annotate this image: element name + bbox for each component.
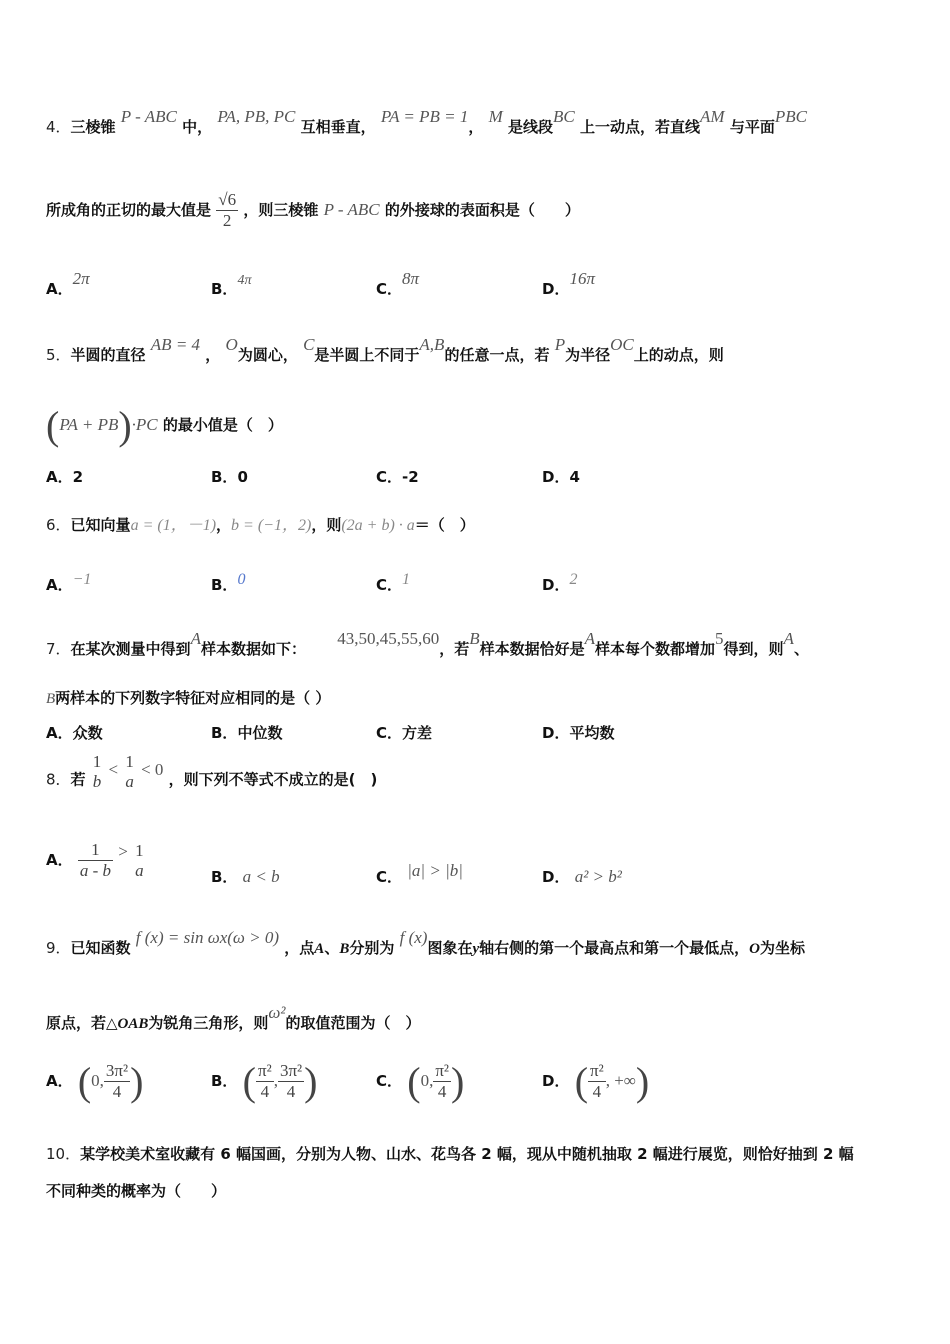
q5-text: ， bbox=[205, 346, 221, 364]
q6-option-c[interactable] bbox=[376, 571, 411, 595]
q8-text: 若 bbox=[70, 770, 86, 789]
paren-right: ) bbox=[304, 1059, 318, 1104]
q9-text: 图象在 bbox=[427, 939, 473, 957]
paren-right: ) bbox=[130, 1059, 144, 1104]
option-value: 2 bbox=[569, 571, 578, 588]
q7-number: 7． bbox=[46, 640, 71, 658]
q9-option-b[interactable] bbox=[211, 1058, 317, 1105]
q8-optA-frac2 bbox=[133, 841, 146, 881]
q5-math: PA + PB bbox=[59, 415, 119, 434]
q9-line1 bbox=[46, 928, 805, 958]
q4-math: P - ABC bbox=[120, 107, 177, 126]
option-label: B． bbox=[211, 468, 238, 486]
option-value: -2 bbox=[402, 468, 419, 486]
option-value: 平均数 bbox=[569, 724, 615, 742]
q9-number: 9． bbox=[46, 939, 71, 957]
q9-text: 的取值范围为（ ） bbox=[285, 1014, 421, 1032]
option-label: D． bbox=[542, 280, 570, 298]
q4-math: PA = PB = 1 bbox=[380, 107, 469, 126]
q6-text: ， bbox=[216, 516, 232, 534]
q5-option-d[interactable] bbox=[542, 466, 580, 487]
option-label: B． bbox=[211, 280, 238, 298]
option-value: 0 bbox=[237, 468, 248, 486]
option-label: C． bbox=[376, 468, 403, 486]
frac-den: 4 bbox=[112, 1082, 122, 1101]
q8-text: ，则下列不等式不成立的是( ) bbox=[168, 770, 378, 789]
q4-text: 是线段 bbox=[508, 118, 554, 136]
q9-text: OAB bbox=[117, 1016, 149, 1032]
q9-math: f (x) = sin ωx(ω > 0) bbox=[135, 928, 280, 947]
q8-option-a[interactable] bbox=[46, 840, 146, 881]
q5-text: 为半径 bbox=[565, 346, 611, 364]
frac-den: a bbox=[135, 860, 144, 880]
q9-text: y bbox=[472, 941, 480, 957]
q5-math: AB = 4 bbox=[150, 335, 201, 354]
q6-text: 已知向量 bbox=[70, 516, 131, 534]
q5-option-b[interactable] bbox=[211, 466, 248, 487]
q7-data: 43,50,45,55,60 bbox=[337, 629, 440, 648]
option-label: D． bbox=[542, 724, 570, 742]
frac-num: 1 bbox=[135, 840, 144, 860]
paren-left: ( bbox=[242, 1059, 256, 1104]
option-math: |a| > |b| bbox=[407, 861, 463, 880]
option-label: D． bbox=[542, 868, 570, 886]
frac-num: 1 bbox=[92, 752, 102, 771]
option-frac bbox=[433, 1061, 451, 1102]
option-value: 8π bbox=[402, 269, 420, 288]
q4-text: ， bbox=[468, 118, 484, 136]
option-label: A． bbox=[46, 851, 73, 869]
option-math: 0, bbox=[91, 1071, 104, 1090]
q8-frac1 bbox=[91, 752, 104, 792]
q5-option-a[interactable] bbox=[46, 466, 83, 487]
option-value: 中位数 bbox=[237, 724, 283, 742]
frac-num: 3π² bbox=[279, 1061, 303, 1080]
option-value: 2 bbox=[72, 468, 84, 486]
q8-frac2 bbox=[123, 752, 136, 792]
option-frac bbox=[256, 1061, 274, 1102]
option-label: C． bbox=[376, 576, 403, 594]
q6-vector-expr: (2a + b) · a bbox=[341, 517, 415, 534]
q5-math: OC bbox=[610, 335, 634, 354]
q7-math: A bbox=[783, 629, 794, 648]
frac-den: b bbox=[92, 772, 102, 791]
paren-right: ) bbox=[635, 1059, 650, 1104]
q7-text: 在某次测量中得到 bbox=[70, 640, 191, 658]
q5-math: P bbox=[554, 335, 566, 354]
q6-option-a[interactable] bbox=[46, 571, 92, 595]
q8-optA-frac1 bbox=[78, 840, 113, 881]
q8-option-b[interactable] bbox=[211, 866, 280, 887]
q5-text: 半圆的直径 bbox=[70, 346, 146, 364]
option-frac bbox=[278, 1061, 304, 1102]
q7-text: 样本每个数都增加 bbox=[595, 640, 716, 658]
q4-text: 与平面 bbox=[729, 118, 775, 136]
q6-text: ，则 bbox=[311, 516, 342, 534]
q6-text: ＝（ ） bbox=[414, 516, 475, 534]
q5-line1 bbox=[46, 335, 724, 365]
option-label: A． bbox=[46, 1072, 73, 1090]
q7-text: 得到，则 bbox=[723, 640, 784, 658]
q6-option-d[interactable] bbox=[542, 571, 578, 595]
q8-line1 bbox=[46, 752, 378, 800]
q8-option-c[interactable] bbox=[376, 861, 463, 887]
q9-text: 为锐角三角形，则 bbox=[148, 1014, 269, 1032]
q4-text: 上一动点，若直线 bbox=[580, 118, 701, 136]
q9-option-c[interactable] bbox=[376, 1058, 464, 1105]
q4-fraction bbox=[216, 190, 238, 231]
q4-math: PBC bbox=[774, 107, 807, 126]
q9-text: 分别为 bbox=[349, 939, 395, 957]
q5-math: A,B bbox=[419, 335, 445, 354]
q10-text: 不同种类的概率为（ ） bbox=[46, 1182, 227, 1200]
q4-frac-num: √6 bbox=[218, 190, 237, 209]
option-label: A． bbox=[46, 280, 73, 298]
q7-math: A bbox=[584, 629, 596, 648]
frac-num: 1 bbox=[78, 840, 113, 861]
q5-paren-right: ) bbox=[118, 403, 132, 448]
frac-num: 1 bbox=[125, 752, 134, 771]
frac-den: a - b bbox=[79, 861, 112, 880]
option-label: A． bbox=[46, 576, 73, 594]
q4-option-a[interactable] bbox=[46, 269, 90, 299]
q5-math: ·PC bbox=[131, 415, 158, 434]
option-math: a < b bbox=[242, 867, 280, 886]
option-math: a² > b² bbox=[574, 867, 622, 886]
q7-text: 两样本的下列数字特征对应相同的是（ ） bbox=[55, 689, 331, 707]
q4-math: P - ABC bbox=[323, 200, 380, 219]
option-label: C． bbox=[376, 1072, 403, 1090]
q7-option-c[interactable] bbox=[376, 722, 432, 743]
q6-number: 6． bbox=[46, 516, 71, 534]
paren-left: ( bbox=[407, 1059, 421, 1104]
q4-text: 的外接球的表面积是（ ） bbox=[384, 201, 580, 219]
option-value: 0 bbox=[237, 571, 246, 588]
q7-line2 bbox=[46, 687, 330, 708]
frac-den: 4 bbox=[286, 1082, 296, 1101]
q8-option-d[interactable] bbox=[542, 866, 622, 887]
q4-text: ，则三棱锥 bbox=[243, 201, 319, 219]
q9-text: 、 bbox=[324, 939, 340, 957]
option-label: B． bbox=[211, 868, 238, 886]
q9-line2 bbox=[46, 1003, 421, 1033]
q5-option-c[interactable] bbox=[376, 466, 419, 487]
q9-option-a[interactable] bbox=[46, 1058, 143, 1105]
option-math: , bbox=[273, 1071, 278, 1090]
option-frac bbox=[588, 1061, 606, 1102]
q5-paren-left: ( bbox=[46, 403, 60, 448]
q9-text: 已知函数 bbox=[70, 939, 131, 957]
q10-line2 bbox=[46, 1180, 226, 1201]
q8-math: < 0 bbox=[141, 759, 164, 779]
q7-math: 5 bbox=[715, 629, 724, 648]
q7-line1 bbox=[46, 629, 809, 659]
paren-left: ( bbox=[77, 1059, 92, 1104]
option-label: B． bbox=[211, 1072, 238, 1090]
frac-num: π² bbox=[258, 1061, 272, 1080]
option-label: D． bbox=[542, 576, 570, 594]
q4-text: 所成角的正切的最大值是 bbox=[46, 201, 212, 219]
q7-math: B bbox=[46, 691, 56, 707]
option-math: , +∞ bbox=[605, 1071, 636, 1090]
option-label: D． bbox=[542, 468, 570, 486]
q9-text: A bbox=[314, 941, 325, 957]
q4-number: 4． bbox=[46, 118, 71, 136]
q9-text: 原点，若△ bbox=[46, 1014, 118, 1032]
q5-text: 上的动点，则 bbox=[633, 346, 724, 364]
q9-text: 为坐标 bbox=[759, 939, 805, 957]
q6-line1 bbox=[46, 512, 475, 535]
option-label: C． bbox=[376, 868, 403, 886]
option-label: B． bbox=[211, 724, 238, 742]
q6-vector-b: b = (−1，2) bbox=[231, 517, 312, 534]
q5-number: 5． bbox=[46, 346, 71, 364]
option-value: 4π bbox=[237, 273, 252, 288]
q10-number: 10． bbox=[46, 1145, 81, 1163]
q5-math: C bbox=[303, 335, 315, 354]
q4-line1 bbox=[46, 107, 807, 137]
option-label: B． bbox=[211, 576, 238, 594]
frac-den: a bbox=[125, 772, 134, 791]
q6-option-b[interactable] bbox=[211, 571, 246, 595]
paren-left: ( bbox=[574, 1059, 589, 1104]
q10-text: 某学校美术室收藏有 6 幅国画，分别为人物、山水、花鸟各 2 幅，现从中随机抽取 2 幅进行展览，则恰好抽到 2 幅 bbox=[80, 1145, 854, 1163]
frac-den: 4 bbox=[592, 1082, 602, 1101]
q9-text: O bbox=[749, 941, 760, 957]
q7-text: 、 bbox=[793, 640, 809, 658]
q9-math: ω² bbox=[268, 1003, 286, 1022]
option-label: D． bbox=[542, 1072, 570, 1090]
q7-option-b[interactable] bbox=[211, 722, 282, 743]
option-math: > bbox=[118, 842, 128, 861]
q5-text: 的任意一点，若 bbox=[444, 346, 550, 364]
option-frac bbox=[104, 1061, 130, 1102]
q4-math: AM bbox=[700, 107, 725, 126]
q5-math: O bbox=[225, 335, 238, 354]
q4-frac-den: 2 bbox=[222, 211, 232, 230]
q6-vector-a: a = (1，－1) bbox=[130, 517, 217, 534]
q7-text: 样本数据如下： bbox=[200, 640, 306, 658]
q10-line1 bbox=[46, 1143, 854, 1164]
frac-num: π² bbox=[590, 1061, 604, 1080]
q4-math: M bbox=[488, 107, 503, 126]
q5-text: 是半圆上不同于 bbox=[314, 346, 420, 364]
q7-math: A bbox=[190, 629, 201, 648]
q9-text: 轴右侧的第一个最高点和第一个最低点， bbox=[479, 939, 750, 957]
q8-math: < bbox=[108, 759, 119, 779]
q8-number: 8． bbox=[46, 770, 71, 789]
option-label: C． bbox=[376, 724, 403, 742]
q9-option-d[interactable] bbox=[542, 1058, 649, 1105]
option-value: 方差 bbox=[402, 724, 433, 742]
q4-option-c[interactable] bbox=[376, 269, 420, 299]
paren-right: ) bbox=[451, 1059, 465, 1104]
option-label: C． bbox=[376, 280, 403, 298]
option-value: 1 bbox=[402, 571, 411, 588]
option-value: 2π bbox=[72, 269, 90, 288]
q7-math: B bbox=[469, 629, 480, 648]
option-value: −1 bbox=[72, 571, 92, 588]
option-label: A． bbox=[46, 724, 73, 742]
frac-den: 4 bbox=[260, 1082, 270, 1101]
option-value: 16π bbox=[569, 269, 595, 288]
q5-text: 的最小值是（ ） bbox=[162, 416, 283, 434]
q4-text: 三棱锥 bbox=[70, 118, 116, 136]
q4-text: 中， bbox=[182, 118, 213, 136]
q5-line2 bbox=[46, 402, 283, 449]
q4-option-b[interactable] bbox=[211, 273, 252, 299]
q7-option-d[interactable] bbox=[542, 722, 614, 743]
frac-num: π² bbox=[435, 1061, 450, 1080]
q7-option-a[interactable] bbox=[46, 722, 103, 743]
frac-den: 4 bbox=[437, 1082, 447, 1101]
q4-math: PA, PB, PC bbox=[217, 107, 296, 126]
q9-text: ，点 bbox=[284, 939, 315, 957]
option-label: A． bbox=[46, 468, 73, 486]
q7-text: ，若 bbox=[439, 640, 470, 658]
q4-math: BC bbox=[553, 107, 575, 126]
q9-text: B bbox=[339, 941, 350, 957]
q4-line2 bbox=[46, 190, 580, 231]
option-value: 众数 bbox=[72, 724, 103, 742]
frac-num: 3π² bbox=[105, 1061, 129, 1080]
q4-text: 互相垂直， bbox=[300, 118, 376, 136]
q7-text: 样本数据恰好是 bbox=[479, 640, 585, 658]
option-math: 0, bbox=[420, 1071, 434, 1090]
option-value: 4 bbox=[569, 468, 580, 486]
q4-option-d[interactable] bbox=[542, 269, 595, 299]
q9-math: f (x) bbox=[399, 928, 428, 947]
q5-text: 为圆心， bbox=[237, 346, 298, 364]
